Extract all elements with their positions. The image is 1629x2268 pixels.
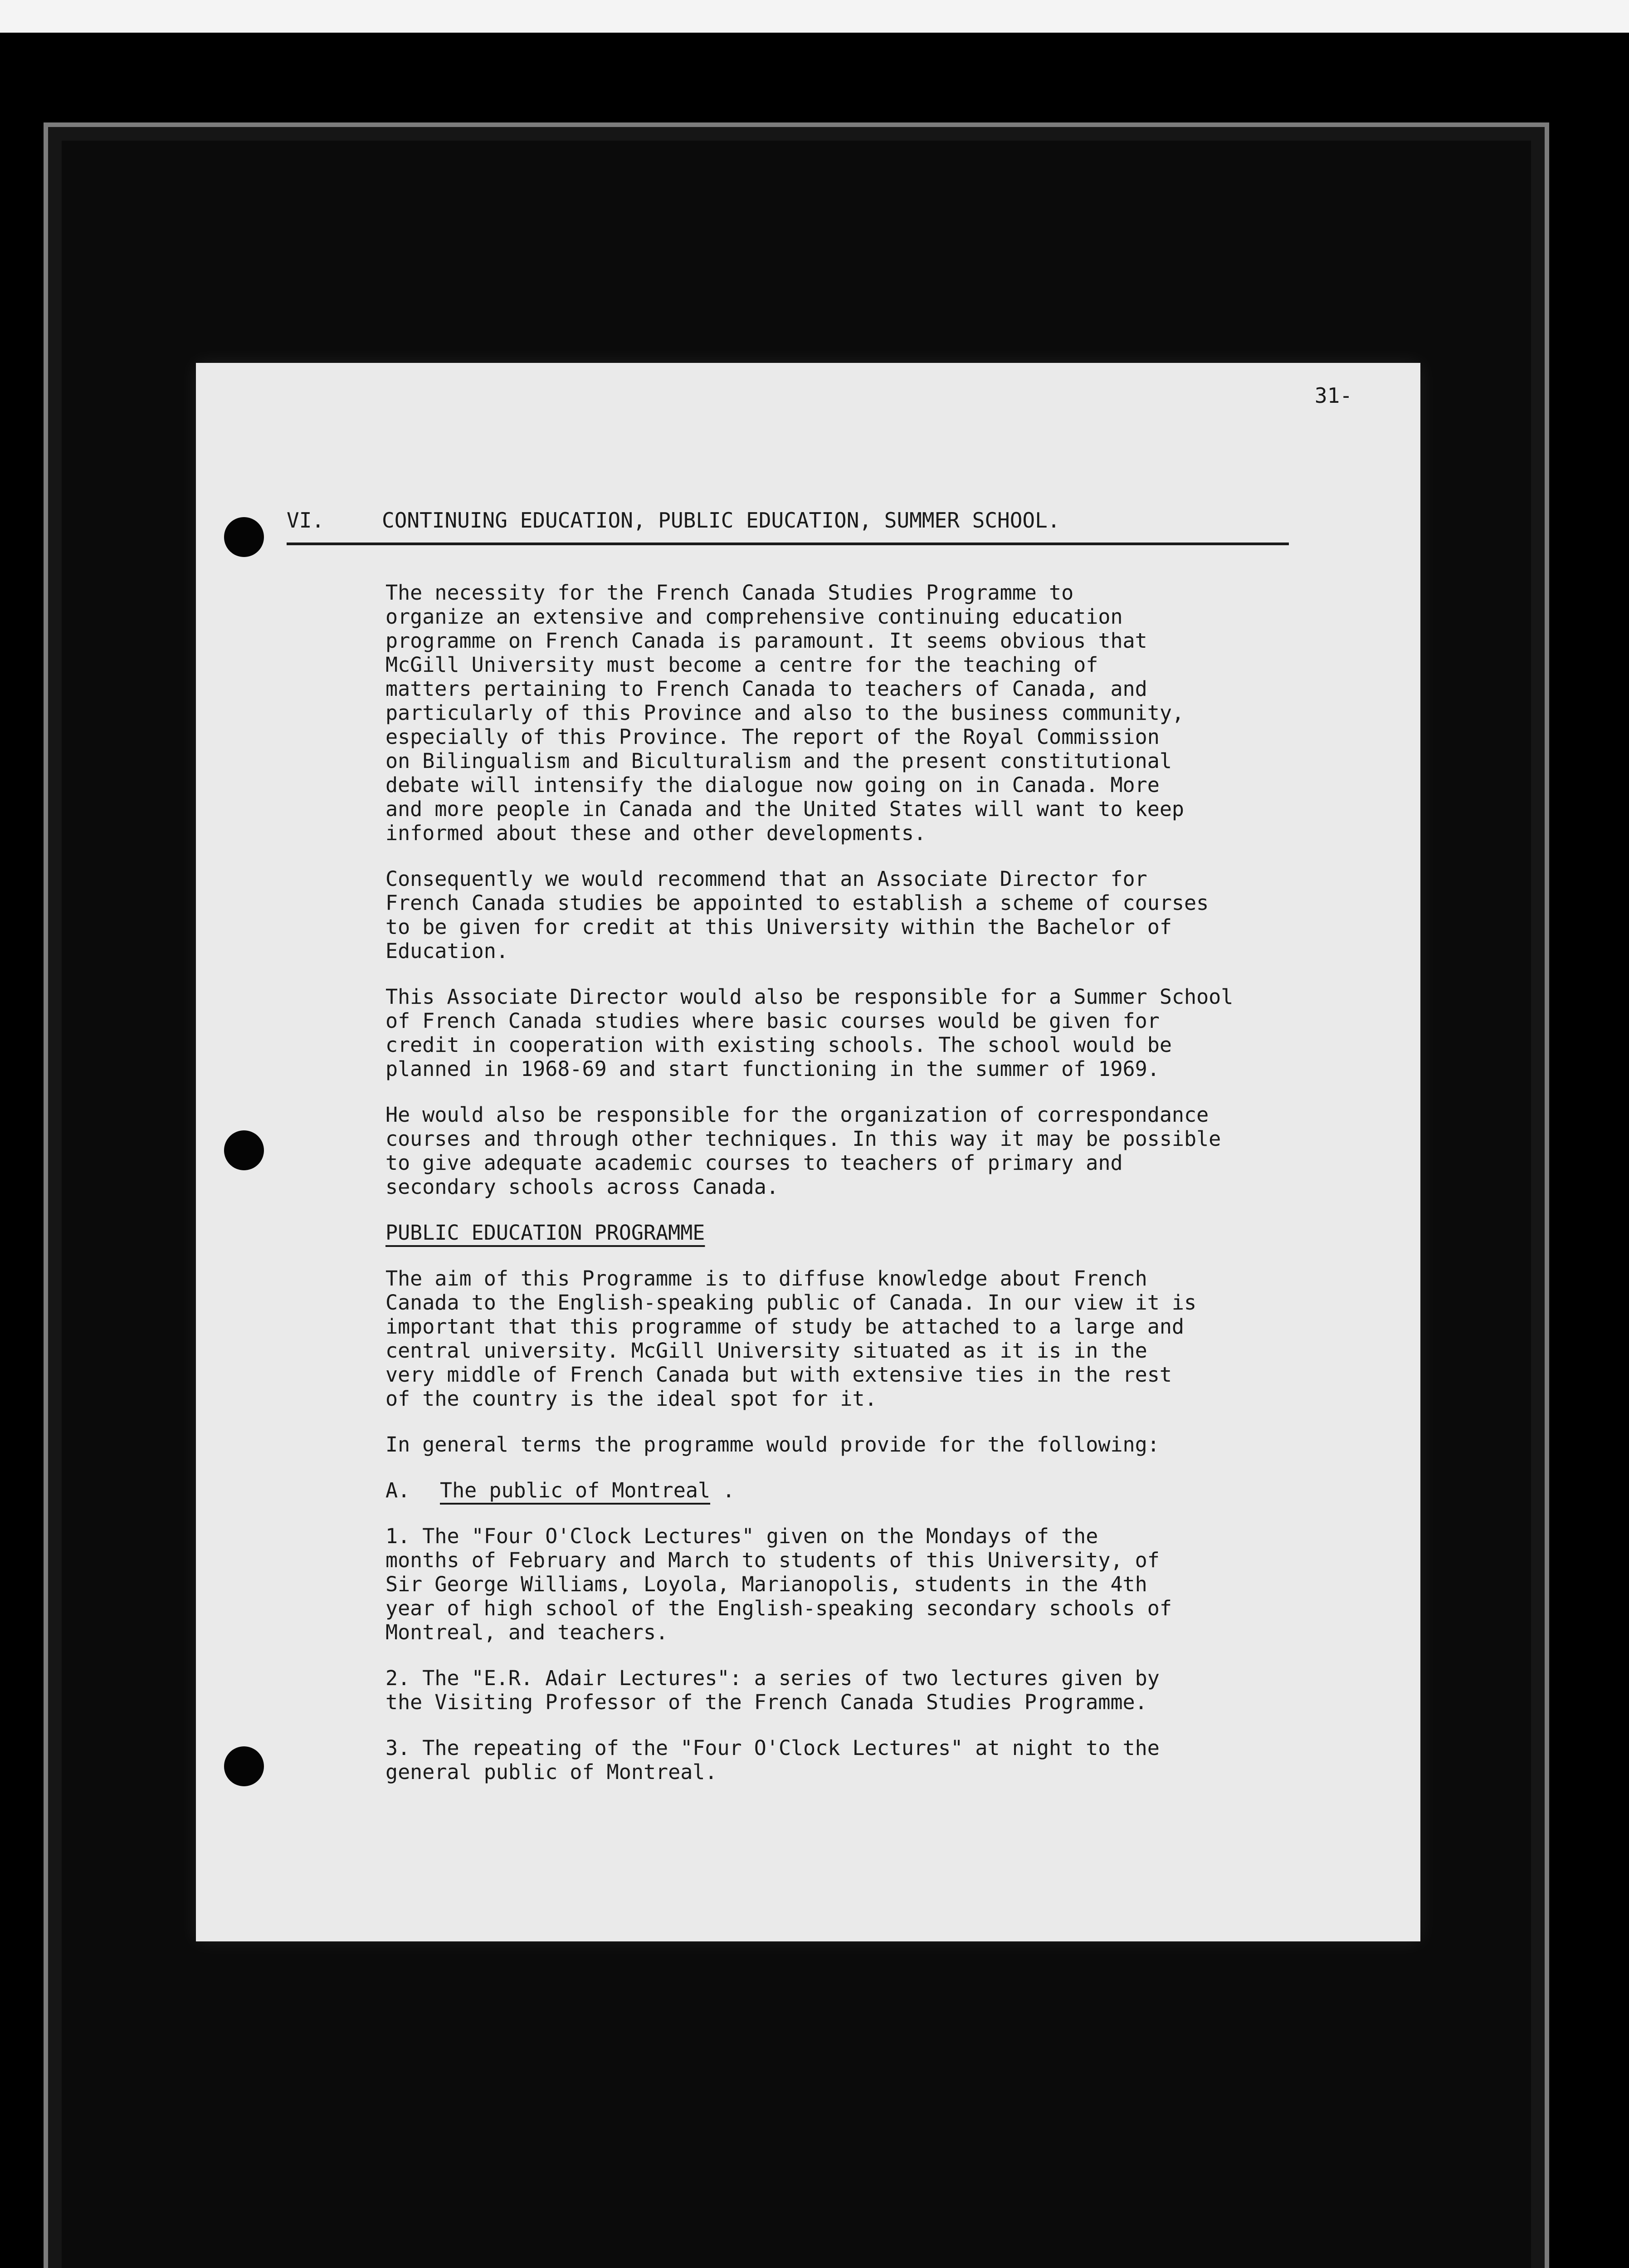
paragraph-correspondance: He would also be responsible for the organization of correspondance courses and through other techniques. In this way it may be possible to give adequate academic courses to teachers of primary and secondary schools across Canada.	[385, 1103, 1221, 1199]
section-heading	[287, 508, 1289, 545]
subsection-end: .	[710, 1478, 735, 1502]
list-item: 2. The "E.R. Adair Lectures": a series of two lectures given by the Visiting Professor of the French Canada Studies Programme.	[385, 1666, 1160, 1714]
section-title: CONTINUING EDUCATION, PUBLIC EDUCATION, SUMMER SCHOOL.	[382, 508, 1060, 533]
paragraph-general-terms: In general terms the programme would provide for the following:	[385, 1432, 1160, 1457]
punch-hole-middle	[224, 1130, 264, 1170]
document-body	[385, 581, 1338, 1806]
list-item: 1. The "Four O'Clock Lectures" given on the Mondays of the months of February and March to students of this University, of Sir George Williams, Loyola, Marianopolis, students in the 4th year of high school of the English-speaking secondary schools of Montreal, and teachers.	[385, 1524, 1172, 1644]
top-film-edge	[0, 0, 1629, 33]
list-item: 3. The repeating of the "Four O'Clock Lectures" at night to the general public of Montreal.	[385, 1736, 1160, 1784]
page-number: 31-	[1314, 383, 1352, 408]
paragraph-summer-school: This Associate Director would also be responsible for a Summer School of French Canada studies where basic courses would be given for credit in cooperation with existing schools. The school would be planned in 1968-69 and start functioning in the summer of 1969.	[385, 985, 1234, 1081]
subsection-public-of-montreal	[385, 1478, 1338, 1502]
punch-hole-bottom	[224, 1746, 264, 1786]
paragraph-continuing-education: The necessity for the French Canada Studies Programme to organize an extensive and comprehensive continuing education programme on French Canada is paramount. It seems obvious that McGill University must become a centre for the teaching of matters pertaining to French Canada to teachers of Canada, and particularly of this Province and also to the business community, especially of this Province. The report of the Royal Commission on Bilingualism and Biculturalism and the present constitutional debate will intensify the dialogue now going on in Canada. More and more people in Canada and the United States will want to keep informed about these and other developments.	[385, 581, 1184, 845]
subsection-title: The public of Montreal	[440, 1478, 711, 1502]
document-page	[196, 363, 1420, 1941]
punch-hole-top	[224, 517, 264, 557]
paragraph-public-education-aim: The aim of this Programme is to diffuse knowledge about French Canada to the English-speaking public of Canada. In our view it is important that this programme of study be attached to a large and central university. McGill University situated as it is in the very middle of French Canada but with extensive ties in the rest of the country is the ideal spot for it.	[385, 1266, 1197, 1411]
section-number: VI.	[287, 508, 325, 533]
public-education-heading: PUBLIC EDUCATION PROGRAMME	[385, 1221, 705, 1245]
subsection-label: A.	[385, 1478, 410, 1502]
paragraph-associate-director: Consequently we would recommend that an Associate Director for French Canada studies be appointed to establish a scheme of courses to be given for credit at this University within the Bachelor of Education.	[385, 867, 1209, 963]
